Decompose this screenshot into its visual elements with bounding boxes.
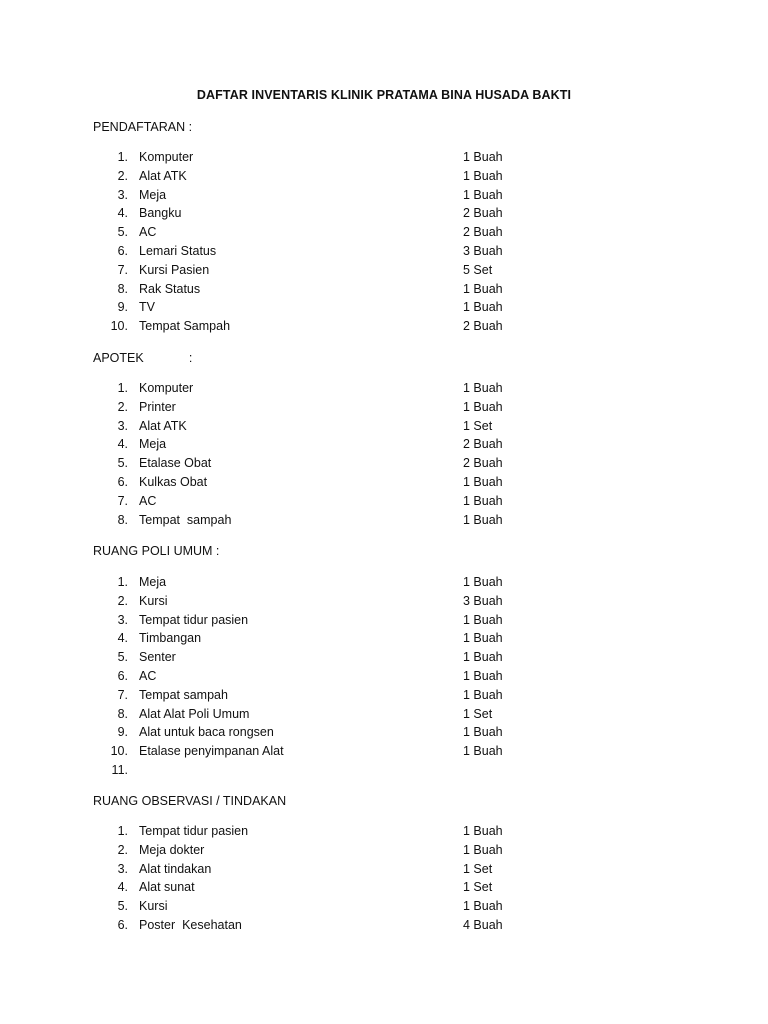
item-number: 3.: [117, 188, 128, 202]
item-name: Etalase penyimpanan Alat: [139, 744, 284, 758]
item-number: 6.: [117, 475, 128, 489]
inventory-item: [0, 417, 768, 435]
item-name: Tempat Sampah: [139, 319, 231, 333]
item-quantity: 1 Buah: [463, 631, 503, 645]
item-quantity: 2 Buah: [463, 456, 503, 470]
inventory-item: [0, 822, 768, 840]
item-name: Etalase Obat: [139, 456, 212, 470]
item-name: Alat ATK: [139, 169, 187, 183]
item-quantity: 1 Buah: [463, 899, 503, 913]
inventory-item: [0, 186, 768, 204]
item-quantity: 1 Buah: [463, 688, 503, 702]
item-quantity: 3 Buah: [463, 244, 503, 258]
item-quantity: 1 Buah: [463, 843, 503, 857]
inventory-item: [0, 435, 768, 453]
item-name: Meja: [139, 188, 167, 202]
inventory-item: [0, 878, 768, 896]
item-quantity: 1 Buah: [463, 650, 503, 664]
item-name: Bangku: [139, 206, 182, 220]
item-name: Rak Status: [139, 282, 201, 296]
item-number: 6.: [117, 669, 128, 683]
item-name: Alat Alat Poli Umum: [139, 707, 250, 721]
item-number: 6.: [117, 244, 128, 258]
item-name: Komputer: [139, 150, 194, 164]
inventory-item: [0, 261, 768, 279]
item-quantity: 1 Buah: [463, 169, 503, 183]
item-quantity: 1 Buah: [463, 300, 503, 314]
item-name: Meja dokter: [139, 843, 205, 857]
item-name: Alat tindakan: [139, 862, 212, 876]
item-quantity: 1 Buah: [463, 613, 503, 627]
item-number: 10.: [110, 744, 128, 758]
inventory-item: [0, 629, 768, 647]
inventory-item: [0, 916, 768, 934]
inventory-item: [0, 398, 768, 416]
inventory-item: [0, 492, 768, 510]
item-name: Senter: [139, 650, 176, 664]
item-quantity: 1 Buah: [463, 575, 503, 589]
item-quantity: 2 Buah: [463, 225, 503, 239]
item-quantity: 2 Buah: [463, 319, 503, 333]
item-quantity: 4 Buah: [463, 918, 503, 932]
inventory-item: [0, 511, 768, 529]
item-quantity: 1 Buah: [463, 669, 503, 683]
item-name: TV: [139, 300, 155, 314]
item-number: 1.: [117, 381, 128, 395]
inventory-item: [0, 573, 768, 591]
inventory-item: [0, 148, 768, 166]
item-quantity: 1 Set: [463, 880, 493, 894]
inventory-item: [0, 860, 768, 878]
item-number: 10.: [110, 319, 128, 333]
item-quantity: 1 Buah: [463, 725, 503, 739]
item-quantity: 1 Buah: [463, 188, 503, 202]
item-name: Tempat sampah: [139, 513, 232, 527]
item-name: Alat untuk baca rongsen: [139, 725, 274, 739]
section-heading: RUANG OBSERVASI / TINDAKAN: [93, 794, 287, 808]
item-quantity: 3 Buah: [463, 594, 503, 608]
item-number: 8.: [117, 282, 128, 296]
item-name: Lemari Status: [139, 244, 217, 258]
item-quantity: 1 Buah: [463, 282, 503, 296]
item-quantity: 1 Buah: [463, 494, 503, 508]
item-name: Alat sunat: [139, 880, 195, 894]
inventory-item: [0, 242, 768, 260]
inventory-item: [0, 280, 768, 298]
inventory-item: [0, 705, 768, 723]
section-heading: APOTEK :: [93, 351, 193, 365]
item-name: Tempat tidur pasien: [139, 824, 249, 838]
item-name: Tempat tidur pasien: [139, 613, 249, 627]
item-quantity: 2 Buah: [463, 437, 503, 451]
item-number: 6.: [117, 918, 128, 932]
item-name: Alat ATK: [139, 419, 187, 433]
item-quantity: 1 Buah: [463, 400, 503, 414]
item-name: Printer: [139, 400, 176, 414]
item-number: 2.: [117, 594, 128, 608]
item-number: 5.: [117, 899, 128, 913]
item-number: 5.: [117, 650, 128, 664]
item-quantity: 1 Buah: [463, 744, 503, 758]
item-number: 2.: [117, 400, 128, 414]
inventory-item: [0, 204, 768, 222]
item-name: AC: [139, 494, 157, 508]
item-name: Meja: [139, 575, 167, 589]
item-name: AC: [139, 225, 157, 239]
item-number: 3.: [117, 862, 128, 876]
item-number: 7.: [117, 263, 128, 277]
item-number: 8.: [117, 707, 128, 721]
inventory-item: [0, 473, 768, 491]
item-number: 2.: [117, 843, 128, 857]
item-name: Kursi: [139, 899, 168, 913]
item-quantity: 1 Buah: [463, 150, 503, 164]
item-quantity: 1 Buah: [463, 824, 503, 838]
item-number: 4.: [117, 206, 128, 220]
document-title: DAFTAR INVENTARIS KLINIK PRATAMA BINA HUSADA BAKTI: [196, 88, 572, 102]
inventory-item: [0, 592, 768, 610]
item-quantity: 1 Buah: [463, 381, 503, 395]
inventory-item: [0, 761, 768, 779]
item-number: 3.: [117, 613, 128, 627]
inventory-item: [0, 298, 768, 316]
item-number: 4.: [117, 437, 128, 451]
inventory-item: [0, 454, 768, 472]
item-name: AC: [139, 669, 157, 683]
item-number: 9.: [117, 725, 128, 739]
section-heading: RUANG POLI UMUM :: [93, 544, 220, 558]
item-number: 7.: [117, 688, 128, 702]
item-quantity: 1 Set: [463, 707, 493, 721]
item-number: 8.: [117, 513, 128, 527]
inventory-item: [0, 841, 768, 859]
item-number: 3.: [117, 419, 128, 433]
inventory-item: [0, 897, 768, 915]
item-name: Komputer: [139, 381, 194, 395]
inventory-item: [0, 686, 768, 704]
inventory-item: [0, 742, 768, 760]
inventory-item: [0, 317, 768, 335]
item-quantity: 1 Set: [463, 419, 493, 433]
inventory-item: [0, 167, 768, 185]
item-number: 1.: [117, 575, 128, 589]
inventory-item: [0, 723, 768, 741]
item-quantity: 5 Set: [463, 263, 493, 277]
inventory-item: [0, 611, 768, 629]
item-name: Kursi Pasien: [139, 263, 210, 277]
item-number: 7.: [117, 494, 128, 508]
section-heading: PENDAFTARAN :: [93, 120, 193, 134]
item-number: 1.: [117, 150, 128, 164]
inventory-item: [0, 223, 768, 241]
item-name: Meja: [139, 437, 167, 451]
item-name: Tempat sampah: [139, 688, 228, 702]
inventory-item: [0, 667, 768, 685]
item-name: Poster Kesehatan: [139, 918, 242, 932]
item-number: 2.: [117, 169, 128, 183]
item-number: 11.: [111, 763, 128, 777]
item-number: 5.: [117, 225, 128, 239]
inventory-item: [0, 648, 768, 666]
item-name: Kulkas Obat: [139, 475, 208, 489]
item-name: Timbangan: [139, 631, 202, 645]
item-number: 5.: [117, 456, 128, 470]
item-name: Kursi: [139, 594, 168, 608]
item-quantity: 1 Buah: [463, 475, 503, 489]
item-number: 9.: [117, 300, 128, 314]
item-number: 1.: [117, 824, 128, 838]
item-quantity: 2 Buah: [463, 206, 503, 220]
item-quantity: 1 Set: [463, 862, 493, 876]
item-quantity: 1 Buah: [463, 513, 503, 527]
item-number: 4.: [117, 880, 128, 894]
inventory-item: [0, 379, 768, 397]
item-number: 4.: [117, 631, 128, 645]
